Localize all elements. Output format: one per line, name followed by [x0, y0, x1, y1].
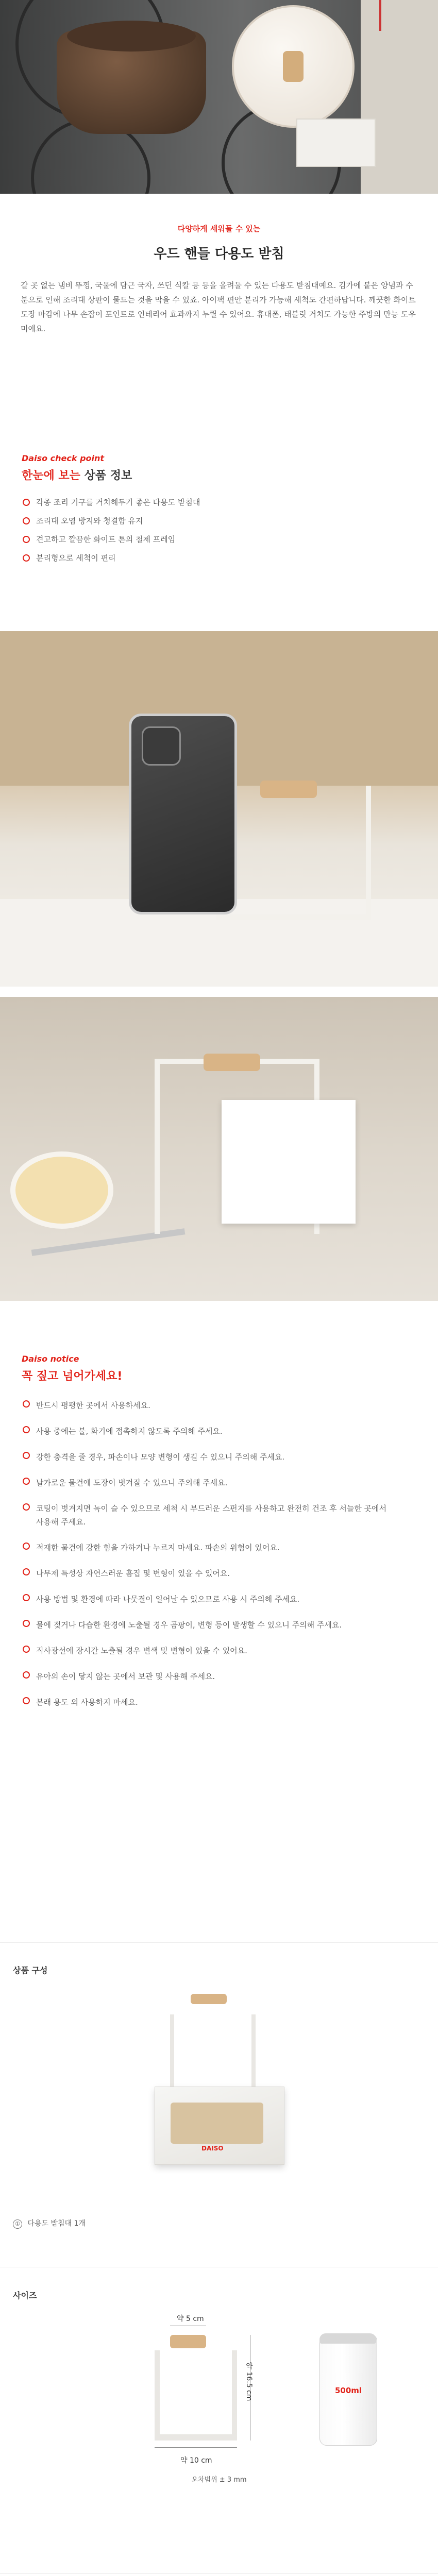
wood-handle	[170, 2335, 206, 2348]
size-title: 사이즈	[13, 2291, 37, 2300]
checkpoint-label: Daiso check point	[22, 453, 105, 463]
stand-frame	[155, 2350, 237, 2438]
wood-handle	[191, 1994, 227, 2004]
white-pot-lid	[232, 5, 355, 128]
list-item: 유아의 손이 닿지 않는 곳에서 보관 및 사용해 주세요.	[22, 1670, 393, 1683]
list-item: 각종 조리 기구를 거치해두기 좋은 다용도 받침대	[22, 497, 200, 507]
stand-frame	[216, 786, 371, 920]
list-item: 나무제 특성상 자연스러운 흠집 및 변형이 있을 수 있어요.	[22, 1567, 393, 1580]
bottom-width-label: 약 10 cm	[180, 2456, 212, 2465]
list-item: 날카로운 물건에 도장이 벗겨질 수 있으니 주의해 주세요.	[22, 1476, 393, 1489]
item-number: ①	[13, 2219, 22, 2229]
stand-base	[155, 2434, 237, 2441]
plate	[10, 1151, 113, 1229]
checkpoint-title	[22, 467, 132, 483]
phone-stand-photo	[0, 631, 438, 987]
list-item: 강한 충격을 줄 경우, 파손이나 모양 변형이 생길 수 있으니 주의해 주세요.	[22, 1450, 393, 1464]
list-item: 견고하고 깔끔한 화이트 톤의 철제 프레임	[22, 534, 200, 545]
can-500ml	[319, 2334, 377, 2446]
divider	[0, 2573, 438, 2574]
notice-title: 꼭 짚고 넘어가세요!	[22, 1370, 123, 1383]
list-item: 직사광선에 장시간 노출될 경우 변색 및 변형이 있을 수 있어요.	[22, 1644, 393, 1657]
checkpoint-list	[22, 497, 200, 571]
product-package	[155, 2087, 284, 2165]
checkpoint-title-red: 한눈에 보는	[22, 469, 80, 482]
product-title: 우드 핸들 다용도 받침	[154, 246, 284, 262]
napkin-stand-photo	[0, 997, 438, 1301]
list-item: 물에 젖거나 다습한 환경에 노출될 경우 곰팡이, 변형 등이 발생할 수 있으니 주의해 주세요.	[22, 1618, 393, 1632]
tolerance-note: 오차범위 ± 3 mm	[191, 2476, 247, 2484]
list-item: 사용 방법 및 환경에 따라 나뭇결이 일어날 수 있으므로 사용 시 주의해 주세요.	[22, 1592, 393, 1606]
pot-lid	[67, 21, 196, 52]
item-label: 다용도 받침대 1개	[27, 2219, 86, 2228]
intro-description: 갈 곳 없는 냄비 뚜껑, 국물에 담근 국자, 쓰던 식칼 등 등을 올려둘 수 있는 다용도 받침대예요. 김가에 붙은 양념과 수분으로 인해 조리대 상판이 물드는 것을 막을 수 있죠. 아이팩 편안 분리가 가능해 세척도 간편하답니다. 깨끗한 화이트 도장 마감에 나무 손잡이 포인트로 인테리어 효과까지 누릴 수 있어요. 휴대폰, 태블릿 거치도 가능한 주방의 만능 도우미예요.	[21, 281, 416, 333]
size-diagram	[0, 2313, 438, 2458]
brand-logo: DAISO	[201, 2145, 224, 2152]
red-accent	[379, 0, 381, 31]
checkpoint-title-dark: 상품 정보	[84, 469, 132, 482]
package-window	[171, 2103, 263, 2144]
list-item: 반드시 평평한 곳에서 사용하세요.	[22, 1399, 393, 1412]
wood-handle	[204, 1054, 260, 1071]
notice-list	[22, 1399, 393, 1721]
smartphone	[129, 714, 237, 914]
components-title: 상품 구성	[13, 1965, 48, 1975]
divider	[0, 1942, 438, 1943]
list-item: 분리형으로 세척이 편리	[22, 553, 200, 563]
list-item: 본래 용도 외 사용하지 마세요.	[22, 1696, 393, 1709]
list-item: 사용 중에는 불, 화기에 접촉하지 않도록 주의해 주세요.	[22, 1425, 393, 1438]
lid-knob	[283, 51, 304, 82]
dimension-line	[155, 2447, 237, 2448]
can-top	[319, 2333, 376, 2344]
list-item: 적재한 물건에 강한 힘을 가하거나 누르지 마세요. 파손의 위험이 있어요.	[22, 1541, 393, 1554]
brown-pot	[57, 31, 206, 134]
component-item	[13, 2218, 86, 2229]
intro-subtitle: 다양하게 세워둘 수 있는	[177, 224, 261, 233]
can-label: 500ml	[334, 2386, 362, 2395]
height-label: 약 16.5 cm	[245, 2362, 253, 2401]
wood-handle	[260, 781, 317, 798]
list-item: 조리대 오염 방지와 청결함 유지	[22, 516, 200, 526]
list-item: 코팅이 벗겨지면 녹이 슬 수 있으므로 세척 시 부드러운 스펀지를 사용하고 완전히 건조 후 서늘한 곳에서 사용해 주세요.	[22, 1502, 393, 1529]
hero-photo	[0, 0, 438, 194]
camera-icon	[142, 726, 181, 766]
top-width-label: 약 5 cm	[177, 2315, 204, 2323]
napkins	[222, 1100, 356, 1224]
stand-base	[296, 118, 376, 167]
notice-label: Daiso notice	[22, 1354, 79, 1364]
